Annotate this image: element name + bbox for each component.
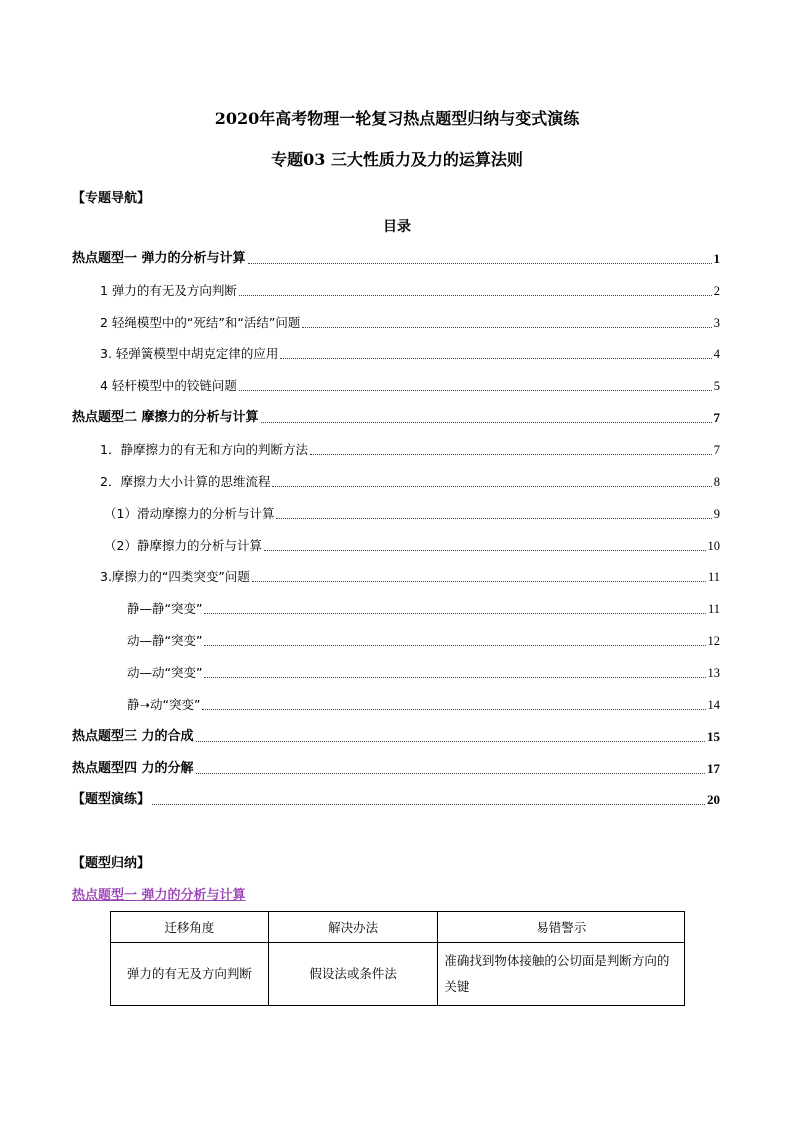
toc-title: 目录 [383,219,411,235]
toc-entry[interactable]: 动—静“突变” 12 [127,633,720,648]
document-title: 2020年高考物理一轮复习热点题型归纳与变式演练 [214,109,580,128]
table-header-cell: 迁移角度 [111,912,269,943]
toc-entry[interactable]: 静➝动“突变” 14 [127,697,720,712]
table-header-cell: 解决办法 [268,912,438,943]
toc-entry[interactable]: 【题型演练】 20 [72,792,720,807]
table-row [111,943,685,1006]
toc-entry[interactable]: 热点题型二 摩擦力的分析与计算 7 [72,410,720,425]
toc-entry[interactable]: 热点题型一 弹力的分析与计算 1 [72,251,720,266]
table-header-cell: 易错警示 [438,912,685,943]
toc-entry[interactable]: （1）滑动摩擦力的分析与计算 9 [104,506,720,521]
hot-topic-link[interactable]: 热点题型一 弹力的分析与计算 [72,888,246,903]
toc-entry[interactable]: 2 轻绳模型中的“死结”和“活结”问题 3 [100,315,720,330]
toc-entry[interactable]: 静—静“突变” 11 [127,601,720,616]
toc-entry[interactable]: 4 轻杆模型中的铰链问题 5 [100,378,720,393]
topic-subtitle: 专题03 三大性质力及力的运算法则 [271,150,523,169]
topic-navigation-label: 【专题导航】 [72,191,151,206]
section-label: 【题型归纳】 [72,856,151,871]
toc-entry[interactable]: （2）静摩擦力的分析与计算 10 [104,538,720,553]
table-cell: 弹力的有无及方向判断 [111,943,269,1006]
toc-entry[interactable]: 3.摩擦力的“四类突变”问题 11 [100,569,720,584]
table-cell: 假设法或条件法 [268,943,438,1006]
toc-entry[interactable]: 2．摩擦力大小计算的思维流程 8 [100,474,720,489]
toc-entry[interactable]: 1 弹力的有无及方向判断 2 [100,283,720,298]
table-cell: 准确找到物体接触的公切面是判断方向的关键 [438,943,685,1006]
toc-entry[interactable]: 动—动“突变” 13 [127,665,720,680]
elastic-force-table [110,911,685,1006]
toc-entry[interactable]: 3. 轻弹簧模型中胡克定律的应用 4 [100,346,720,361]
toc-entry[interactable]: 热点题型四 力的分解 17 [72,761,720,776]
table-header-row [111,912,685,943]
toc-entry[interactable]: 1．静摩擦力的有无和方向的判断方法 7 [100,442,720,457]
toc-entry[interactable]: 热点题型三 力的合成 15 [72,729,720,744]
